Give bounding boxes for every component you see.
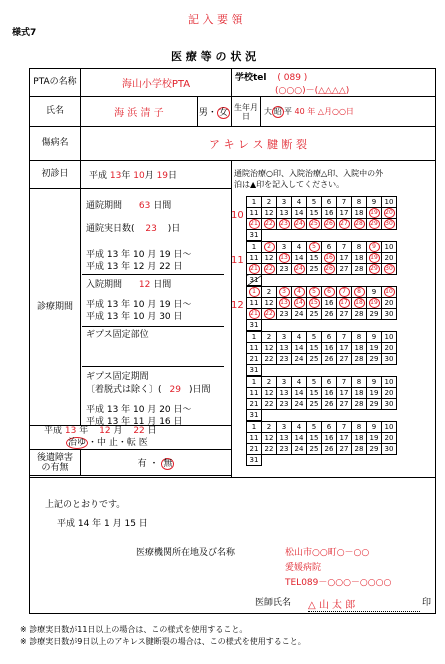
calendar-day: 23 <box>277 309 292 320</box>
calendar-day: 5 <box>307 197 322 208</box>
calendar-day: 13 <box>277 298 292 309</box>
hosp-period: 入院期間 12 日間 <box>86 280 172 290</box>
name-value: 海 浜 清 子 <box>81 97 198 127</box>
calendar-day: 21 <box>247 444 262 455</box>
calendar-day: 20 <box>382 298 397 309</box>
calendar-day: 30 <box>382 309 397 320</box>
calendar-day: 13 <box>277 433 292 444</box>
calendar-day: 16 <box>322 298 337 309</box>
calendar-day: 15 <box>307 253 322 264</box>
calendar-day: 30 <box>382 444 397 455</box>
calendar-day: 6 <box>322 332 337 343</box>
calendar-month: 12 <box>231 300 244 311</box>
calendar-day: 11 <box>247 343 262 354</box>
calendar-day: 29 <box>367 264 382 275</box>
calendar-day: 22 <box>262 444 277 455</box>
calendar-day: 4 <box>292 377 307 388</box>
calendar-day: 30 <box>382 399 397 410</box>
calendar-day: 5 <box>307 422 322 433</box>
calendar-day: 17 <box>337 298 352 309</box>
calendar-day: 2 <box>262 287 277 298</box>
calendar-day: 30 <box>382 264 397 275</box>
calendar-day: 7 <box>337 197 352 208</box>
calendar-day: 16 <box>322 433 337 444</box>
calendar-day: 20 <box>382 208 397 219</box>
first-visit-date: 平成 13年 10月 19日 <box>81 161 232 189</box>
calendar-day: 25 <box>307 309 322 320</box>
name-label: 氏名 <box>30 97 81 127</box>
calendar-note-1: 通院治療○印、入院治療△印、入院中の外 <box>234 169 384 178</box>
calendar-day: 4 <box>292 332 307 343</box>
first-visit-label: 初診日 <box>30 161 81 189</box>
gips-to: 平成 13 年 11 月 16 日 <box>86 417 183 427</box>
calendar-day: 31 <box>247 365 262 376</box>
calendar-day: 21 <box>247 399 262 410</box>
calendar-day: 28 <box>352 399 367 410</box>
calendar-day: 7 <box>337 422 352 433</box>
calendar-day: 29 <box>367 444 382 455</box>
calendar-day: 13 <box>277 253 292 264</box>
calendar-day: 26 <box>322 219 337 230</box>
calendar-day: 29 <box>367 399 382 410</box>
calendar-day: 9 <box>367 197 382 208</box>
calendar-day: 3 <box>277 422 292 433</box>
calendar-day: 24 <box>292 264 307 275</box>
calendar-day: 6 <box>322 287 337 298</box>
calendar-day: 12 <box>262 433 277 444</box>
calendar-day: 24 <box>292 354 307 365</box>
gips-period-label: ギプス固定期間 <box>86 372 149 382</box>
calendar-day: 12 <box>262 343 277 354</box>
calendar-day: 14 <box>292 388 307 399</box>
calendar-day: 30 <box>382 219 397 230</box>
calendar-day: 21 <box>247 264 262 275</box>
calendar-day: 26 <box>322 309 337 320</box>
calendar-day: 8 <box>352 287 367 298</box>
institution-tel: TEL089－○○○－○○○○ <box>285 578 392 588</box>
calendar-day: 22 <box>262 264 277 275</box>
gips-days: 〔着脱式は除く〕( 29 )日間 <box>86 385 211 395</box>
calendar-day: 19 <box>367 343 382 354</box>
calendar-day: 1 <box>247 242 262 253</box>
calendar-day: 14 <box>292 433 307 444</box>
calendar-day: 18 <box>352 343 367 354</box>
calendar-day: 13 <box>277 343 292 354</box>
calendar-day: 9 <box>367 242 382 253</box>
institution-name: 愛媛病院 <box>285 563 322 573</box>
visit-from: 平成 13 年 10 月 19 日～ <box>86 250 192 260</box>
calendar-block <box>246 376 397 421</box>
calendar-day: 9 <box>367 422 382 433</box>
calendar-day: 22 <box>262 399 277 410</box>
gips-from: 平成 13 年 10 月 20 日～ <box>86 405 192 415</box>
guide-title: 記 入 要 領 <box>188 13 243 26</box>
calendar-day: 20 <box>382 253 397 264</box>
calendar-day: 15 <box>307 208 322 219</box>
calendar-day: 7 <box>337 332 352 343</box>
calendar-day: 6 <box>322 197 337 208</box>
calendar-day: 19 <box>367 388 382 399</box>
calendar-day: 14 <box>292 343 307 354</box>
calendar-day: 9 <box>367 377 382 388</box>
calendar-day: 27 <box>337 309 352 320</box>
calendar-day: 13 <box>277 388 292 399</box>
calendar-day: 25 <box>307 264 322 275</box>
calendar-day: 18 <box>352 208 367 219</box>
gender: 男・ 女 <box>197 97 231 127</box>
calendar-day: 28 <box>352 219 367 230</box>
calendar-day: 23 <box>277 444 292 455</box>
calendar-day: 20 <box>382 343 397 354</box>
form-number: 様式7 <box>12 28 37 38</box>
calendar-day: 3 <box>277 287 292 298</box>
calendar-day: 20 <box>382 433 397 444</box>
calendar-day: 4 <box>292 422 307 433</box>
calendar-day: 27 <box>337 399 352 410</box>
institution-address: 松山市○○町○－○○ <box>285 548 370 558</box>
calendar-day: 1 <box>247 332 262 343</box>
calendar-day: 8 <box>352 197 367 208</box>
calendar-day: 10 <box>382 242 397 253</box>
after-effect-label: 後遺障害 の有無 <box>30 450 81 476</box>
calendar-day: 2 <box>262 332 277 343</box>
calendar-day: 7 <box>337 287 352 298</box>
calendar-month: 11 <box>231 255 244 266</box>
seal-mark: 印 <box>422 598 432 608</box>
calendar-day: 12 <box>262 253 277 264</box>
calendar-day: 28 <box>352 309 367 320</box>
calendar-block <box>246 421 397 466</box>
gips-site-label: ギプス固定部位 <box>86 330 149 340</box>
institution-label: 医療機関所在地及び名称 <box>136 548 236 558</box>
doctor-name: △ 山 太 郎 <box>308 596 420 612</box>
calendar-day: 10 <box>382 422 397 433</box>
calendar-day: 13 <box>277 208 292 219</box>
calendar-day: 31 <box>247 320 262 331</box>
injury-label: 傷病名 <box>30 127 81 161</box>
hosp-to: 平成 13 年 10 月 30 日 <box>86 312 183 322</box>
calendar-day: 4 <box>292 242 307 253</box>
calendar-day: 11 <box>247 208 262 219</box>
calendar-day: 15 <box>307 298 322 309</box>
pta-label: PTAの名称 <box>30 69 81 97</box>
calendar-day: 31 <box>247 275 262 286</box>
calendar-day: 10 <box>382 197 397 208</box>
calendar-day: 30 <box>382 354 397 365</box>
calendar-day: 29 <box>367 219 382 230</box>
calendar-day: 18 <box>352 388 367 399</box>
calendar-day: 5 <box>307 287 322 298</box>
calendar-day: 29 <box>367 354 382 365</box>
tel-label: 学校tel <box>235 72 267 83</box>
calendar-day: 1 <box>247 287 262 298</box>
calendar-day: 28 <box>352 264 367 275</box>
calendar-day: 26 <box>322 264 337 275</box>
calendar-day: 12 <box>262 388 277 399</box>
calendar-day: 11 <box>247 253 262 264</box>
tel-number: (○○○)－(△△△△) <box>275 85 350 96</box>
visit-to: 平成 13 年 12 月 22 日 <box>86 262 183 272</box>
calendar-day: 28 <box>352 444 367 455</box>
dob: 大 昭 平 40 年 △月○○日 <box>261 97 436 127</box>
calendar-day: 7 <box>337 377 352 388</box>
calendar-day: 12 <box>262 208 277 219</box>
injury-value: ア キ レ ス 腱 断 裂 <box>81 127 436 161</box>
calendar-block <box>246 331 397 376</box>
calendar-day: 15 <box>307 343 322 354</box>
calendar-day: 24 <box>292 444 307 455</box>
calendar-day: 17 <box>337 343 352 354</box>
calendar-day: 10 <box>382 287 397 298</box>
calendar-day: 3 <box>277 242 292 253</box>
end-date: 平成 13 年 12 月 22 日 治ゆ ・中 止・転 医 <box>30 426 232 450</box>
calendar-day: 1 <box>247 377 262 388</box>
calendar-day: 19 <box>367 208 382 219</box>
calendar-day: 23 <box>277 354 292 365</box>
treatment-label: 診療期間 <box>30 189 81 426</box>
calendar-day: 27 <box>337 219 352 230</box>
doctor-label: 医師氏名 <box>255 598 292 608</box>
calendar-day: 15 <box>307 388 322 399</box>
calendar-day: 15 <box>307 433 322 444</box>
calendar-day: 22 <box>262 309 277 320</box>
calendar-day: 27 <box>337 264 352 275</box>
calendar-day: 24 <box>292 309 307 320</box>
calendar-day: 23 <box>277 399 292 410</box>
footnote-1: ※ 診療実日数が11日以上の場合は、この様式を使用すること。 <box>20 625 248 634</box>
calendar-day: 14 <box>292 208 307 219</box>
calendar-day: 16 <box>322 208 337 219</box>
calendar-day: 25 <box>307 354 322 365</box>
calendar-day: 23 <box>277 264 292 275</box>
calendar-day: 24 <box>292 399 307 410</box>
calendar-day: 2 <box>262 377 277 388</box>
visit-period: 通院期間 63 日間 <box>86 201 172 211</box>
calendar-day: 14 <box>292 253 307 264</box>
calendar-day: 18 <box>352 253 367 264</box>
calendar-day: 16 <box>322 388 337 399</box>
actual-days: 通院実日数( 23 )日 <box>86 224 181 234</box>
calendar-day: 2 <box>262 197 277 208</box>
calendar-day: 3 <box>277 197 292 208</box>
pta-name: 海山小学校PTA <box>81 69 232 97</box>
calendar-day: 16 <box>322 253 337 264</box>
hosp-from: 平成 13 年 10 月 19 日～ <box>86 300 192 310</box>
calendar-day: 3 <box>277 332 292 343</box>
calendar-day: 25 <box>307 444 322 455</box>
calendar-day: 27 <box>337 444 352 455</box>
calendar-day: 14 <box>292 298 307 309</box>
footer-cell <box>30 478 436 614</box>
calendar-day: 20 <box>382 388 397 399</box>
tel-area: ( 089 ) <box>277 72 308 83</box>
calendar-day: 10 <box>382 332 397 343</box>
calendar-day: 18 <box>352 433 367 444</box>
calendar-day: 23 <box>277 219 292 230</box>
calendar-day: 19 <box>367 433 382 444</box>
dob-label: 生年月日 <box>232 97 261 127</box>
calendar-day: 4 <box>292 287 307 298</box>
calendar-day: 29 <box>367 309 382 320</box>
calendar-day: 12 <box>262 298 277 309</box>
calendar-day: 6 <box>322 242 337 253</box>
calendar-day: 2 <box>262 242 277 253</box>
calendar-day: 25 <box>307 219 322 230</box>
calendar-day: 8 <box>352 422 367 433</box>
calendar-day: 11 <box>247 388 262 399</box>
calendar-day: 17 <box>337 208 352 219</box>
calendar-block <box>246 196 397 241</box>
calendar-day: 31 <box>247 230 262 241</box>
calendar-day: 21 <box>247 309 262 320</box>
calendar-day: 2 <box>262 422 277 433</box>
calendar-day: 17 <box>337 253 352 264</box>
calendar-day: 9 <box>367 332 382 343</box>
calendar-day: 5 <box>307 377 322 388</box>
calendar-day: 26 <box>322 354 337 365</box>
calendar-day: 24 <box>292 219 307 230</box>
calendar-day: 19 <box>367 298 382 309</box>
calendar-note-2: 泊は▲印を記入してください。 <box>234 180 345 189</box>
calendar-day: 5 <box>307 242 322 253</box>
calendar-day: 16 <box>322 343 337 354</box>
calendar-block <box>246 241 397 286</box>
calendar-day: 11 <box>247 298 262 309</box>
calendar-day: 18 <box>352 298 367 309</box>
calendar-day: 22 <box>262 219 277 230</box>
calendar-day: 17 <box>337 433 352 444</box>
calendar-day: 8 <box>352 332 367 343</box>
calendar-day: 6 <box>322 422 337 433</box>
calendar-day: 6 <box>322 377 337 388</box>
calendar-day: 25 <box>307 399 322 410</box>
after-effect-value: 有 ・ 無 <box>81 450 232 476</box>
calendar-day: 11 <box>247 433 262 444</box>
calendar-day: 31 <box>247 455 262 466</box>
calendar-day: 19 <box>367 253 382 264</box>
calendar-day: 26 <box>322 444 337 455</box>
calendar-day: 26 <box>322 399 337 410</box>
calendar-day: 21 <box>247 219 262 230</box>
calendar-day: 1 <box>247 422 262 433</box>
calendar-day: 7 <box>337 242 352 253</box>
calendar-day: 31 <box>247 410 262 421</box>
calendar-day: 4 <box>292 197 307 208</box>
calendar-day: 9 <box>367 287 382 298</box>
calendar-day: 17 <box>337 388 352 399</box>
calendar-month: 10 <box>231 210 244 221</box>
calendar-day: 21 <box>247 354 262 365</box>
calendar-day: 1 <box>247 197 262 208</box>
form-title: 医 療 等 の 状 況 <box>171 50 257 63</box>
calendar-day: 27 <box>337 354 352 365</box>
calendar-day: 8 <box>352 242 367 253</box>
calendar-day: 22 <box>262 354 277 365</box>
calendar-day: 3 <box>277 377 292 388</box>
issue-date: 平成 14 年 1 月 15 日 <box>57 519 148 529</box>
calendar-block <box>246 286 397 331</box>
calendar-day: 10 <box>382 377 397 388</box>
calendar-day: 28 <box>352 354 367 365</box>
calendar-day: 5 <box>307 332 322 343</box>
statement: 上記のとおりです。 <box>45 500 126 510</box>
calendar-day: 8 <box>352 377 367 388</box>
footnote-2: ※ 診療実日数が9日以上のアキレス腱断裂の場合は、この様式を使用すること。 <box>20 637 306 646</box>
